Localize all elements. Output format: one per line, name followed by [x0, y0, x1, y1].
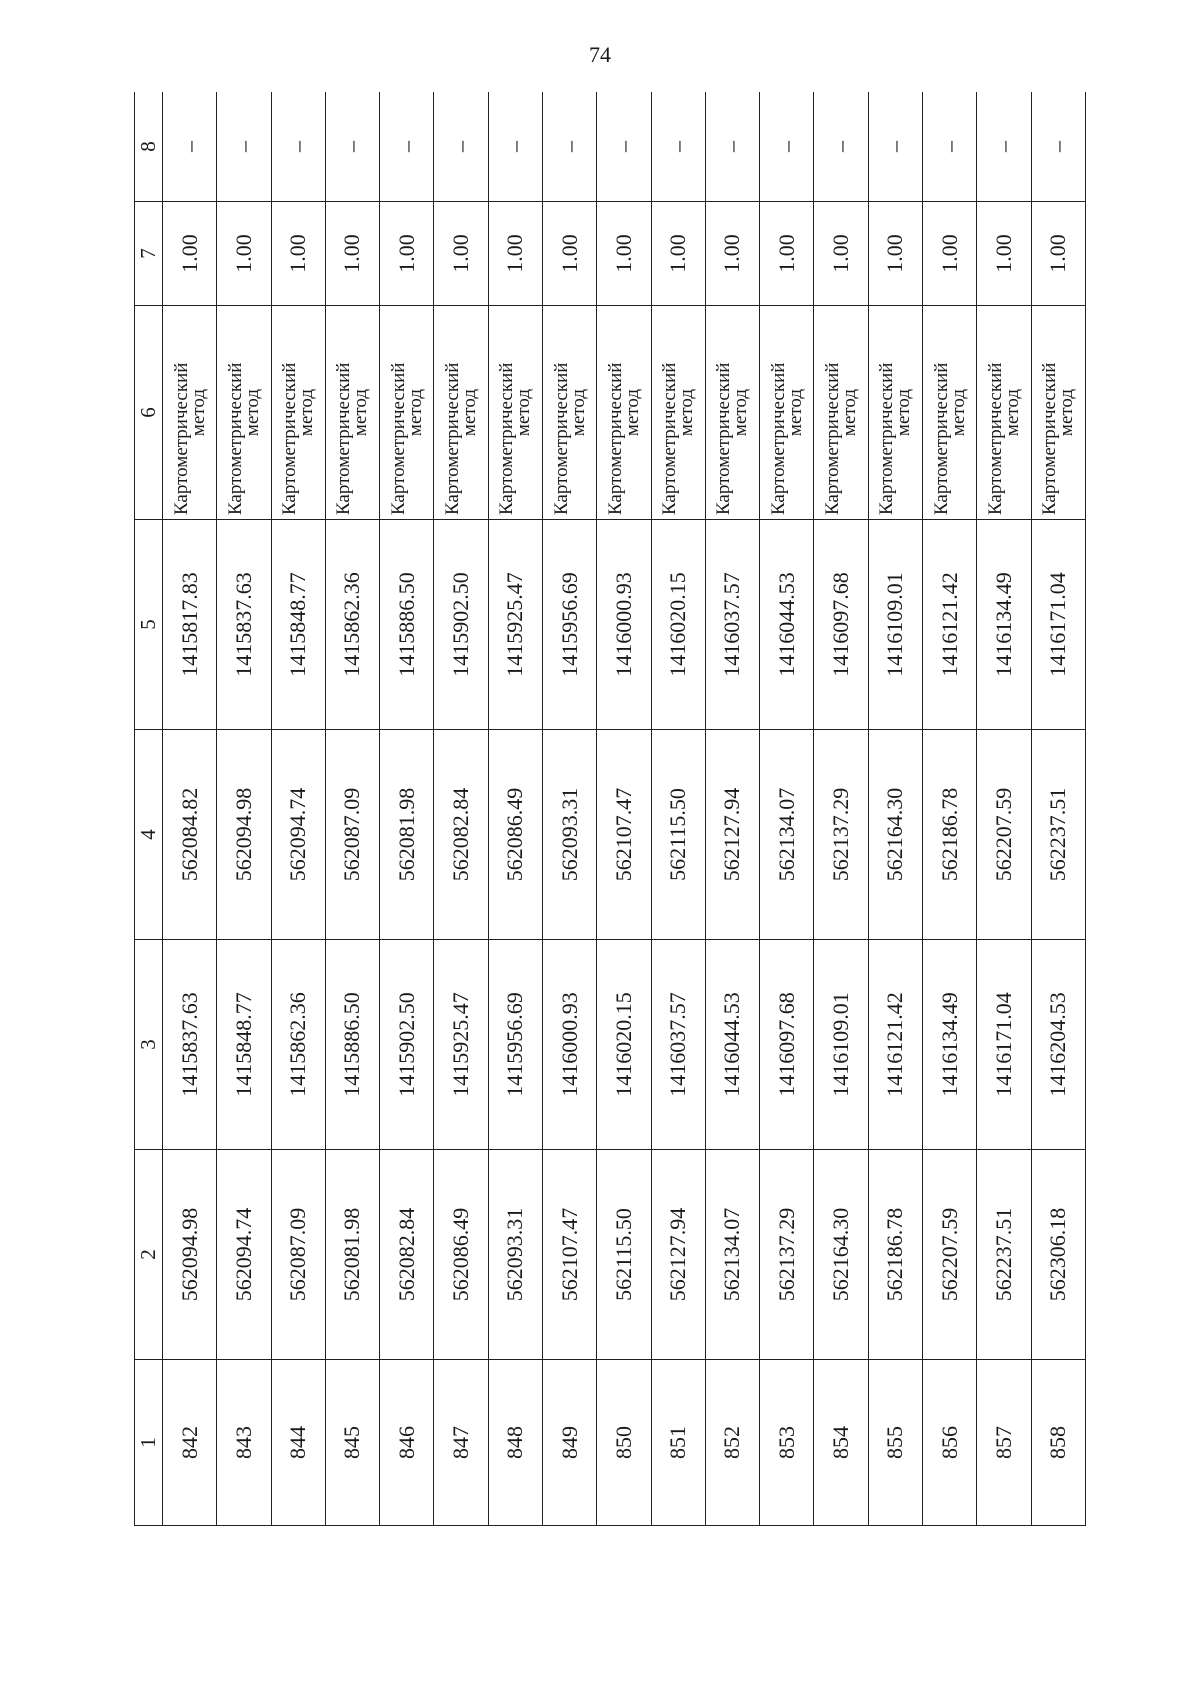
x-end-cell: 562084.82: [163, 730, 217, 940]
accuracy-cell: 1.00: [434, 202, 488, 306]
rotated-table-content: [134, 92, 1086, 1526]
method-cell: [814, 306, 868, 520]
accuracy-cell: 1.00: [814, 202, 868, 306]
x-end-cell: 562237.51: [1031, 730, 1086, 940]
y-end-cell: 1416121.42: [922, 520, 976, 730]
method-suffix: метод: [1056, 388, 1078, 437]
method-suffix: метод: [893, 388, 915, 437]
point-number-cell: 849: [542, 1360, 596, 1526]
note-cell: –: [760, 92, 814, 202]
x-end-cell: 562115.50: [651, 730, 705, 940]
method-name: Картометрический: [604, 362, 626, 515]
x-end-cell: 562086.49: [488, 730, 542, 940]
method-suffix: метод: [839, 388, 861, 437]
note-cell: –: [434, 92, 488, 202]
method-cell: [868, 306, 922, 520]
table-row: [868, 92, 922, 1526]
method-cell: [705, 306, 759, 520]
x-end-cell: 562127.94: [705, 730, 759, 940]
y-start-cell: 1415925.47: [434, 940, 488, 1150]
method-suffix: метод: [187, 388, 209, 437]
x-end-cell: 562107.47: [597, 730, 651, 940]
x-start-cell: 562237.51: [977, 1150, 1031, 1360]
note-cell: –: [325, 92, 379, 202]
column-header: 2: [135, 1150, 163, 1360]
y-start-cell: 1415862.36: [271, 940, 325, 1150]
table-header-row: [135, 92, 163, 1526]
x-start-cell: 562093.31: [488, 1150, 542, 1360]
x-start-cell: 562094.74: [217, 1150, 271, 1360]
method-suffix: метод: [1001, 388, 1023, 437]
x-start-cell: 562207.59: [922, 1150, 976, 1360]
point-number-cell: 853: [760, 1360, 814, 1526]
table-row: [814, 92, 868, 1526]
method-suffix: метод: [784, 388, 806, 437]
method-name: Картометрический: [822, 362, 844, 515]
point-number-cell: 846: [380, 1360, 434, 1526]
table-body: [163, 92, 1086, 1526]
method-suffix: метод: [404, 388, 426, 437]
x-end-cell: 562094.74: [271, 730, 325, 940]
rotated-table-frame: [134, 92, 1086, 1526]
method-name: Картометрический: [659, 362, 681, 515]
y-end-cell: 1415956.69: [542, 520, 596, 730]
y-end-cell: 1415862.36: [325, 520, 379, 730]
accuracy-cell: 1.00: [977, 202, 1031, 306]
point-number-cell: 845: [325, 1360, 379, 1526]
table-row: [217, 92, 271, 1526]
accuracy-cell: 1.00: [760, 202, 814, 306]
method-suffix: метод: [513, 388, 535, 437]
y-end-cell: 1415902.50: [434, 520, 488, 730]
table-row: [597, 92, 651, 1526]
method-cell: [217, 306, 271, 520]
method-name: Картометрический: [333, 362, 355, 515]
x-end-cell: 562082.84: [434, 730, 488, 940]
table-row: [760, 92, 814, 1526]
y-start-cell: 1415837.63: [163, 940, 217, 1150]
x-end-cell: 562134.07: [760, 730, 814, 940]
y-start-cell: 1416097.68: [760, 940, 814, 1150]
method-cell: [1031, 306, 1086, 520]
x-end-cell: 562087.09: [325, 730, 379, 940]
y-start-cell: 1416044.53: [705, 940, 759, 1150]
method-name: Картометрический: [876, 362, 898, 515]
page-number: 74: [589, 42, 611, 67]
column-header: 8: [135, 92, 163, 202]
method-cell: [542, 306, 596, 520]
x-end-cell: 562094.98: [217, 730, 271, 940]
method-name: Картометрический: [984, 362, 1006, 515]
x-start-cell: 562137.29: [760, 1150, 814, 1360]
point-number-cell: 844: [271, 1360, 325, 1526]
method-suffix: метод: [621, 388, 643, 437]
method-suffix: метод: [947, 388, 969, 437]
accuracy-cell: 1.00: [163, 202, 217, 306]
x-end-cell: 562164.30: [868, 730, 922, 940]
method-name: Картометрический: [713, 362, 735, 515]
method-suffix: метод: [567, 388, 589, 437]
x-start-cell: 562186.78: [868, 1150, 922, 1360]
note-cell: –: [597, 92, 651, 202]
accuracy-cell: 1.00: [651, 202, 705, 306]
y-end-cell: 1416044.53: [760, 520, 814, 730]
method-suffix: метод: [730, 388, 752, 437]
method-cell: [922, 306, 976, 520]
x-start-cell: 562115.50: [597, 1150, 651, 1360]
method-name: Картометрический: [224, 362, 246, 515]
x-start-cell: 562127.94: [651, 1150, 705, 1360]
point-number-cell: 857: [977, 1360, 1031, 1526]
method-cell: [597, 306, 651, 520]
y-end-cell: 1416000.93: [597, 520, 651, 730]
table-row: [271, 92, 325, 1526]
accuracy-cell: 1.00: [597, 202, 651, 306]
table-row: [325, 92, 379, 1526]
coordinates-table: [134, 92, 1086, 1526]
note-cell: –: [922, 92, 976, 202]
y-end-cell: 1415925.47: [488, 520, 542, 730]
y-end-cell: 1415837.63: [217, 520, 271, 730]
table-row: [922, 92, 976, 1526]
y-end-cell: 1416037.57: [705, 520, 759, 730]
y-start-cell: 1415956.69: [488, 940, 542, 1150]
accuracy-cell: 1.00: [325, 202, 379, 306]
method-suffix: метод: [241, 388, 263, 437]
point-number-cell: 848: [488, 1360, 542, 1526]
note-cell: –: [271, 92, 325, 202]
y-start-cell: 1416134.49: [922, 940, 976, 1150]
method-name: Картометрический: [767, 362, 789, 515]
y-start-cell: 1416000.93: [542, 940, 596, 1150]
method-cell: [434, 306, 488, 520]
method-suffix: метод: [676, 388, 698, 437]
note-cell: –: [977, 92, 1031, 202]
note-cell: –: [1031, 92, 1086, 202]
note-cell: –: [217, 92, 271, 202]
table-row: [705, 92, 759, 1526]
column-header: 4: [135, 730, 163, 940]
point-number-cell: 850: [597, 1360, 651, 1526]
method-suffix: метод: [296, 388, 318, 437]
y-start-cell: 1416171.04: [977, 940, 1031, 1150]
table-row: [977, 92, 1031, 1526]
column-header: 1: [135, 1360, 163, 1526]
method-suffix: метод: [459, 388, 481, 437]
method-name: Картометрический: [1039, 362, 1061, 515]
column-header: 3: [135, 940, 163, 1150]
x-start-cell: 562094.98: [163, 1150, 217, 1360]
y-end-cell: 1415886.50: [380, 520, 434, 730]
y-end-cell: 1416020.15: [651, 520, 705, 730]
note-cell: –: [705, 92, 759, 202]
x-start-cell: 562087.09: [271, 1150, 325, 1360]
y-start-cell: 1415886.50: [325, 940, 379, 1150]
note-cell: –: [163, 92, 217, 202]
y-end-cell: 1416109.01: [868, 520, 922, 730]
x-start-cell: 562081.98: [325, 1150, 379, 1360]
table-row: [488, 92, 542, 1526]
point-number-cell: 854: [814, 1360, 868, 1526]
method-cell: [651, 306, 705, 520]
x-end-cell: 562186.78: [922, 730, 976, 940]
x-start-cell: 562107.47: [542, 1150, 596, 1360]
method-cell: [977, 306, 1031, 520]
x-start-cell: 562134.07: [705, 1150, 759, 1360]
method-name: Картометрический: [170, 362, 192, 515]
y-start-cell: 1416109.01: [814, 940, 868, 1150]
note-cell: –: [542, 92, 596, 202]
accuracy-cell: 1.00: [271, 202, 325, 306]
method-cell: [760, 306, 814, 520]
y-start-cell: 1416037.57: [651, 940, 705, 1150]
y-end-cell: 1416097.68: [814, 520, 868, 730]
x-start-cell: 562086.49: [434, 1150, 488, 1360]
method-name: Картометрический: [442, 362, 464, 515]
x-end-cell: 562207.59: [977, 730, 1031, 940]
method-name: Картометрический: [279, 362, 301, 515]
y-end-cell: 1415848.77: [271, 520, 325, 730]
table-row: [651, 92, 705, 1526]
method-cell: [488, 306, 542, 520]
note-cell: –: [651, 92, 705, 202]
x-start-cell: 562164.30: [814, 1150, 868, 1360]
y-start-cell: 1416121.42: [868, 940, 922, 1150]
point-number-cell: 843: [217, 1360, 271, 1526]
table-row: [542, 92, 596, 1526]
note-cell: –: [814, 92, 868, 202]
column-header: 5: [135, 520, 163, 730]
y-start-cell: 1415848.77: [217, 940, 271, 1150]
accuracy-cell: 1.00: [1031, 202, 1086, 306]
table-row: [163, 92, 217, 1526]
x-end-cell: 562093.31: [542, 730, 596, 940]
note-cell: –: [868, 92, 922, 202]
method-name: Картометрический: [930, 362, 952, 515]
accuracy-cell: 1.00: [217, 202, 271, 306]
point-number-cell: 855: [868, 1360, 922, 1526]
accuracy-cell: 1.00: [380, 202, 434, 306]
point-number-cell: 842: [163, 1360, 217, 1526]
point-number-cell: 852: [705, 1360, 759, 1526]
method-name: Картометрический: [550, 362, 572, 515]
x-end-cell: 562081.98: [380, 730, 434, 940]
x-start-cell: 562306.18: [1031, 1150, 1086, 1360]
method-cell: [380, 306, 434, 520]
method-suffix: метод: [350, 388, 372, 437]
column-header: 7: [135, 202, 163, 306]
accuracy-cell: 1.00: [488, 202, 542, 306]
accuracy-cell: 1.00: [705, 202, 759, 306]
accuracy-cell: 1.00: [922, 202, 976, 306]
method-cell: [325, 306, 379, 520]
point-number-cell: 847: [434, 1360, 488, 1526]
accuracy-cell: 1.00: [868, 202, 922, 306]
y-end-cell: 1416134.49: [977, 520, 1031, 730]
y-start-cell: 1415902.50: [380, 940, 434, 1150]
x-end-cell: 562137.29: [814, 730, 868, 940]
y-start-cell: 1416204.53: [1031, 940, 1086, 1150]
point-number-cell: 856: [922, 1360, 976, 1526]
y-start-cell: 1416020.15: [597, 940, 651, 1150]
point-number-cell: 851: [651, 1360, 705, 1526]
method-name: Картометрический: [496, 362, 518, 515]
accuracy-cell: 1.00: [542, 202, 596, 306]
y-end-cell: 1415817.83: [163, 520, 217, 730]
table-row: [434, 92, 488, 1526]
note-cell: –: [488, 92, 542, 202]
y-end-cell: 1416171.04: [1031, 520, 1086, 730]
table-row: [1031, 92, 1086, 1526]
x-start-cell: 562082.84: [380, 1150, 434, 1360]
method-name: Картометрический: [387, 362, 409, 515]
note-cell: –: [380, 92, 434, 202]
method-cell: [271, 306, 325, 520]
column-header: 6: [135, 306, 163, 520]
point-number-cell: 858: [1031, 1360, 1086, 1526]
table-row: [380, 92, 434, 1526]
method-cell: [163, 306, 217, 520]
